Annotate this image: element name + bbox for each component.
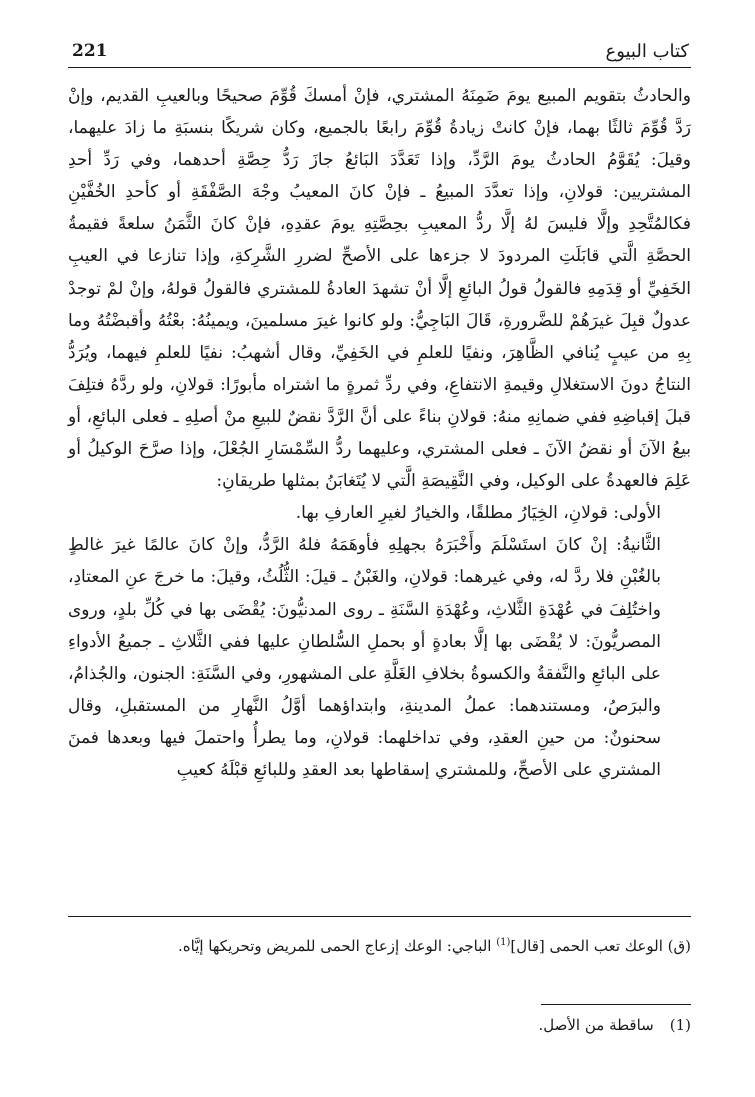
- notes-divider: [68, 916, 691, 917]
- margin-note: [68, 928, 691, 961]
- page-number: 221: [72, 41, 108, 61]
- header-divider: [68, 67, 691, 68]
- page-header: [72, 36, 689, 66]
- footnote-divider: [541, 1004, 691, 1005]
- paragraph-second-way: الثَّانيةُ: إنْ كانَ استَسْلَمَ وأَخْبَرَهُ بجهلِهِ فأوهَمَهُ فلهُ الرَّدُّ، وإنْ كانَ عالمًا غيرَ غالطٍ بالغُبْنِ فلا ردَّ له، وفي غيرهما: قولانِ، والغَبْنُ ـ قيلَ: الثُّلُثُ، وقيلَ: ما خرجَ عنِ المعتادِ، واختُلِفَ في عُهْدَةِ الثَّلاثِ، وعُهْدَةِ السَّنَةِ ـ روى المدنيُّونَ: يُقْضَى بها في كُلِّ بلدٍ، وروى المصريُّونَ: لا يُقْضَى بها إلَّا بعادةٍ أو بحملِ السُّلطانِ عليها ففي الثَّلاثِ ـ جميعُ الأدواءِ على البائعِ والنَّفقةُ والكسوةُ بخلافِ الغَلَّةِ على المشهورِ، وفي السَّنَةِ: الجنون، والجُذامُ، والبرَصُ، ومستندهما: عملُ المدينةِ، وابتداؤهما أوَّلُ النَّهارِ من المستقبلِ، وقال سحنونٌ: من حينِ العقدِ، وفي تداخلهما: قولانِ، وما يطرأُ واحتملَ فيها وبعدها فمنَ المشتري على الأصحِّ، وللمشتري إسقاطها بعد العقدِ وللبائعِ قبْلَهُ كعيبِ: [68, 535, 662, 780]
- footnote: [68, 1014, 691, 1036]
- paragraph-first-way: الأولى: قولانِ، الخِيَارُ مطلقًا، والخيارُ لغيرِ العارفِ بها.: [295, 503, 661, 524]
- footnote-number: (1): [669, 1016, 691, 1034]
- footnote-text: ساقطة من الأصل.: [538, 1016, 654, 1034]
- main-text: [68, 80, 691, 786]
- running-title: كتاب البيوع: [605, 40, 689, 62]
- note-footnote-marker: (1): [496, 937, 511, 948]
- note-text-start: (ق) الوعك تعب الحمى [قال]: [510, 937, 691, 955]
- paragraph-main: والحادثُ بتقويم المبيع يومَ ضَمِنَهُ المشتري، فإنْ أمسكَ قُوِّمَ صحيحًا وبالعيبِ القديم، وإنْ رَدَّ قُوِّمَ ثالثًا بهما، فإنْ كانتْ زيادةُ قُوِّمَ رابعًا بالجميع، وكان شريكًا بنسبَةِ ما زادَ عليهما، وقيلَ: يُقَوَّمُ الحادثُ يومَ الرَّدِّ، وإذا تَعَدَّدَ البَائعُ جازَ رَدُّ حِصَّةِ أحدهما، وفي رَدِّ أحدِ المشتريين: قولانِ، وإذا تعدَّدَ المبيعُ ـ فإنْ كانَ المعيبُ وجْهَ الصَّفْقَةِ أو كأحدِ الخُفَّيْنِ فكالمُتَّحِدِ وإلَّا فليسَ لهُ إلَّا ردُّ المعيبِ بحِصَّتِهِ يومَ عقدِهِ، فإنْ كانَ الثَّمَنُ سلعةً فقيمةُ الحصَّةِ الَّتي قابَلَتِ المردودَ لا جزءها على الأصحِّ لضررِ الشَّرِكةِ، وإذا تنازعا في العيبِ الخَفِيِّ أو قِدَمِهِ فالقولُ قولُ البائعِ إلَّا أنْ تشهدَ العادةُ للمشتري فالقولُ قولهُ، وإنْ لمْ توجدْ عدولٌ قبِلَ غيرَهُمْ للضَّرورةِ، قَالَ البَاجِيُّ: ولو كانوا غيرَ مسلمينَ، ويمينُهُ: بعْتُهُ وأقبضْتُهُ وما بِهِ من عيبٍ يُنافي الظَّاهِرَ، ونفيًا للعلمِ في الخَفِيِّ، وقال أشهبُ: نفيًا للعلمِ فيهما، ويُرَدُّ النتاجُ دونَ الاستغلالِ وقيمةِ الانتفاعِ، وفي ردِّ ثمرةٍ ما اشتراه مأبورًا: قولانِ، ولو ردَّهُ فتلِفَ قبلَ إقباضِهِ ففي ضمانِهِ منهُ: قولانِ بناءً على أنَّ الرَّدَّ نقضٌ للبيعِ منْ أصلِهِ ـ فعلى البائعِ، أو بيعُ الآنَ أو نقضُ الآنَ ـ فعلى المشتري، وعليهما ردُّ السِّمْسَارِ الجُعْلَ، وإذا صرَّحَ الوكيلُ أو عَلِمَ فالعهدةُ على الوكيل، وفي النَّقِيصَةِ الَّتي لا يُتَغابَنُ بمثلها طريقانِ:: [68, 86, 691, 492]
- note-text-end: الباجي: الوعك إزعاج الحمى للمريض وتحريكها إيَّاه.: [178, 937, 497, 955]
